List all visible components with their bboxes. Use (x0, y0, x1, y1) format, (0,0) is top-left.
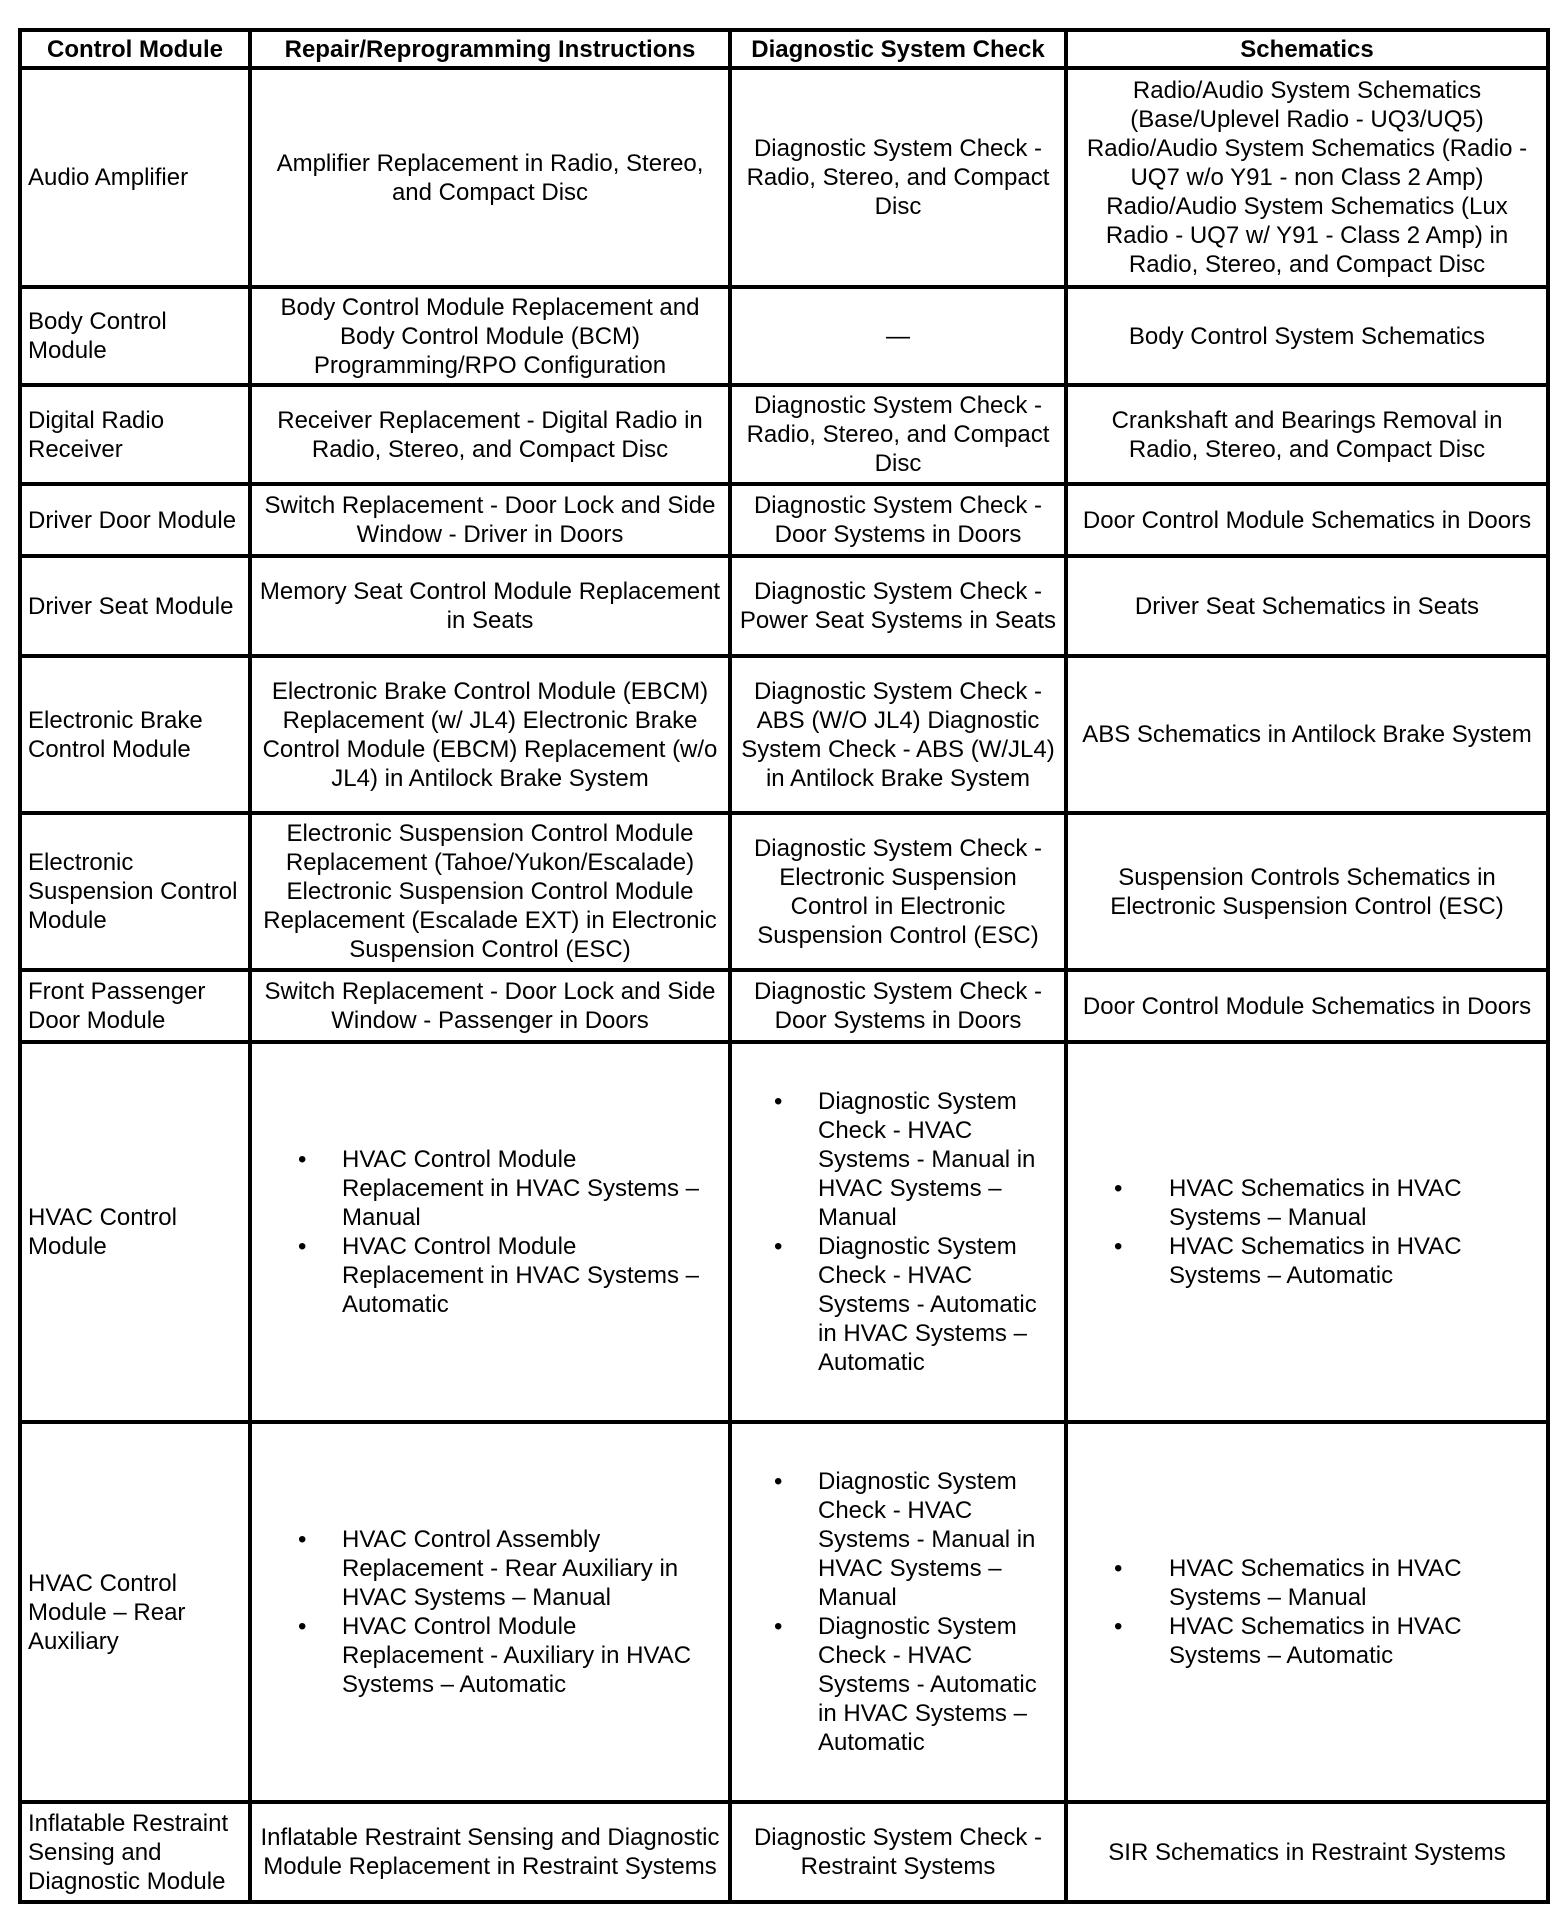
table-row (20, 1042, 1548, 1422)
cell-module: Electronic Brake Control Module (20, 656, 250, 813)
control-module-table (18, 28, 1550, 1904)
cell-schematics: Crankshaft and Bearings Removal in Radio, Stereo, and Compact Disc (1066, 385, 1548, 484)
cell-diag: Diagnostic System Check - Door Systems in Doors (730, 970, 1066, 1042)
cell-module: Body Control Module (20, 287, 250, 385)
cell-schematics: Radio/Audio System Schematics (Base/Uplevel Radio - UQ3/UQ5) Radio/Audio System Schematics (Radio - UQ7 w/o Y91 - non Class 2 Amp) Radio/Audio System Schematics (Lux Radio - UQ7 w/ Y91 - Class 2 Amp) in Radio, Stereo, and Compact Disc (1066, 68, 1548, 287)
cell-schematics: ABS Schematics in Antilock Brake System (1066, 656, 1548, 813)
table-row (20, 813, 1548, 970)
cell-repair: Inflatable Restraint Sensing and Diagnostic Module Replacement in Restraint Systems (250, 1802, 730, 1902)
cell-repair (250, 1422, 730, 1802)
table-row (20, 1802, 1548, 1902)
cell-diag: — (730, 287, 1066, 385)
cell-module: Digital Radio Receiver (20, 385, 250, 484)
header-repair-instructions: Repair/Reprogramming Instructions (250, 30, 730, 68)
table-row (20, 656, 1548, 813)
cell-schematics: Door Control Module Schematics in Doors (1066, 970, 1548, 1042)
header-schematics: Schematics (1066, 30, 1548, 68)
repair-list (298, 1525, 722, 1699)
cell-module: Audio Amplifier (20, 68, 250, 287)
cell-module: HVAC Control Module – Rear Auxiliary (20, 1422, 250, 1802)
table-row (20, 970, 1548, 1042)
cell-diag: Diagnostic System Check - Power Seat Systems in Seats (730, 556, 1066, 656)
cell-repair: Electronic Suspension Control Module Replacement (Tahoe/Yukon/Escalade) Electronic Suspension Control Module Replacement (Escalade EXT) in Electronic Suspension Control (ESC) (250, 813, 730, 970)
diag-list (774, 1087, 1058, 1377)
cell-repair: Switch Replacement - Door Lock and Side Window - Passenger in Doors (250, 970, 730, 1042)
cell-schematics (1066, 1042, 1548, 1422)
cell-repair: Switch Replacement - Door Lock and Side Window - Driver in Doors (250, 484, 730, 556)
cell-diag: Diagnostic System Check - ABS (W/O JL4) Diagnostic System Check - ABS (W/JL4) in Antilock Brake System (730, 656, 1066, 813)
cell-diag (730, 1042, 1066, 1422)
header-diagnostic-system-check: Diagnostic System Check (730, 30, 1066, 68)
table-row (20, 287, 1548, 385)
cell-diag: Diagnostic System Check - Radio, Stereo, and Compact Disc (730, 385, 1066, 484)
cell-repair: Amplifier Replacement in Radio, Stereo, and Compact Disc (250, 68, 730, 287)
cell-module: HVAC Control Module (20, 1042, 250, 1422)
table-row (20, 68, 1548, 287)
cell-schematics: Driver Seat Schematics in Seats (1066, 556, 1548, 656)
cell-repair: Body Control Module Replacement and Body Control Module (BCM) Programming/RPO Configuration (250, 287, 730, 385)
list-item: • Diagnostic System Check - HVAC Systems - Manual in HVAC Systems – Manual (774, 1087, 1058, 1232)
repair-list (298, 1145, 722, 1319)
schematics-list (1114, 1554, 1540, 1670)
cell-schematics: Body Control System Schematics (1066, 287, 1548, 385)
list-item: • HVAC Control Assembly Replacement - Rear Auxiliary in HVAC Systems – Manual (298, 1525, 722, 1612)
list-item: • HVAC Control Module Replacement in HVAC Systems – Manual (298, 1145, 722, 1232)
cell-module: Front Passenger Door Module (20, 970, 250, 1042)
list-item: • Diagnostic System Check - HVAC Systems - Automatic in HVAC Systems – Automatic (774, 1612, 1058, 1757)
list-item: • HVAC Schematics in HVAC Systems – Automatic (1114, 1612, 1540, 1670)
cell-module: Driver Seat Module (20, 556, 250, 656)
list-item: • HVAC Schematics in HVAC Systems – Manual (1114, 1174, 1540, 1232)
cell-repair: Receiver Replacement - Digital Radio in Radio, Stereo, and Compact Disc (250, 385, 730, 484)
list-item: • Diagnostic System Check - HVAC Systems - Manual in HVAC Systems – Manual (774, 1467, 1058, 1612)
table-row (20, 385, 1548, 484)
header-control-module: Control Module (20, 30, 250, 68)
list-item: • Diagnostic System Check - HVAC Systems - Automatic in HVAC Systems – Automatic (774, 1232, 1058, 1377)
table-header-row (20, 30, 1548, 68)
cell-repair (250, 1042, 730, 1422)
schematics-list (1114, 1174, 1540, 1290)
cell-module: Driver Door Module (20, 484, 250, 556)
table-row (20, 1422, 1548, 1802)
cell-repair: Electronic Brake Control Module (EBCM) Replacement (w/ JL4) Electronic Brake Control Module (EBCM) Replacement (w/o JL4) in Antilock Brake System (250, 656, 730, 813)
cell-diag: Diagnostic System Check - Restraint Systems (730, 1802, 1066, 1902)
table-row (20, 556, 1548, 656)
cell-schematics (1066, 1422, 1548, 1802)
cell-schematics: Suspension Controls Schematics in Electronic Suspension Control (ESC) (1066, 813, 1548, 970)
list-item: • HVAC Schematics in HVAC Systems – Automatic (1114, 1232, 1540, 1290)
list-item: • HVAC Control Module Replacement - Auxiliary in HVAC Systems – Automatic (298, 1612, 722, 1699)
cell-diag: Diagnostic System Check - Door Systems in Doors (730, 484, 1066, 556)
cell-diag: Diagnostic System Check - Electronic Suspension Control in Electronic Suspension Control (ESC) (730, 813, 1066, 970)
cell-module: Electronic Suspension Control Module (20, 813, 250, 970)
cell-module: Inflatable Restraint Sensing and Diagnostic Module (20, 1802, 250, 1902)
cell-schematics: Door Control Module Schematics in Doors (1066, 484, 1548, 556)
table-row (20, 484, 1548, 556)
cell-schematics: SIR Schematics in Restraint Systems (1066, 1802, 1548, 1902)
list-item: • HVAC Schematics in HVAC Systems – Manual (1114, 1554, 1540, 1612)
cell-diag: Diagnostic System Check - Radio, Stereo, and Compact Disc (730, 68, 1066, 287)
cell-repair: Memory Seat Control Module Replacement in Seats (250, 556, 730, 656)
cell-diag (730, 1422, 1066, 1802)
diag-list (774, 1467, 1058, 1757)
list-item: • HVAC Control Module Replacement in HVAC Systems – Automatic (298, 1232, 722, 1319)
